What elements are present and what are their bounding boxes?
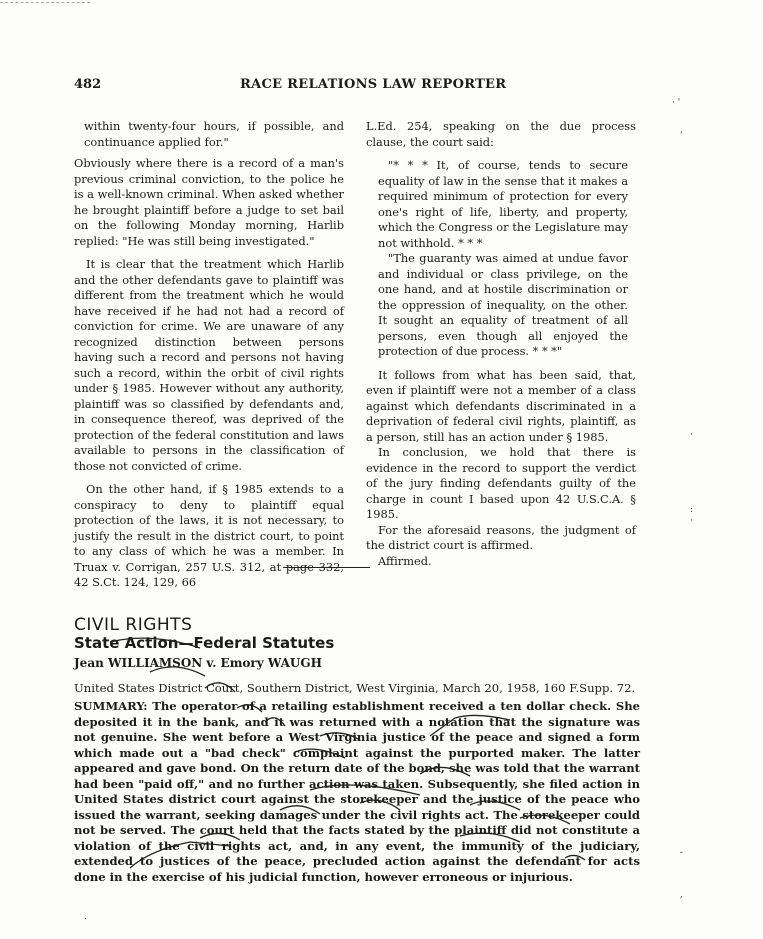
top-dashed-edge (0, 2, 90, 3)
section-subtitle: State Action—Federal Statutes (74, 634, 335, 652)
paragraph: L.Ed. 254, speaking on the due process clause, the court said: (366, 119, 636, 149)
margin-speck: : (690, 505, 694, 515)
paragraph: It follows from what has been said, that, even if plaintiff were not a member of a class against which defendants discriminated in a deprivation of federal civil rights, plaintiff, as a person, still has an action under § 1985. (366, 367, 636, 444)
case-name: Jean WILLIAMSON v. Emory WAUGH (74, 656, 322, 670)
margin-speck: - (680, 848, 684, 858)
page-number: 482 (74, 77, 102, 92)
block-quote: "* * * It, of course, tends to secure equality of law in the sense that it makes a required minimum of protection for every one's right of life, liberty, and property, which the Congress or the Legislature may not withhold. * * * (378, 158, 628, 250)
margin-speck: · (690, 430, 693, 440)
margin-speck: ' (680, 131, 683, 141)
court-citation: United States District Court, Southern District, West Virginia, March 20, 1958, 160 F.Supp. 72. (74, 681, 636, 695)
section-divider (283, 567, 370, 568)
paragraph: For the aforesaid reasons, the judgment of the district court is affirmed. (366, 522, 636, 552)
paragraph: On the other hand, if § 1985 extends to a conspiracy to deny to plaintiff equal protection of the laws, it is not necessary, to justify the result in the district court, to point to any class of which he was a member. In Truax v. Corrigan, 257 U.S. 312, at page 332, 42 S.Ct. 124, 129, 66 (74, 482, 344, 589)
left-column (74, 119, 344, 591)
margin-speck: · (690, 516, 693, 526)
running-head: RACE RELATIONS LAW REPORTER (240, 77, 507, 92)
paragraph: Affirmed. (378, 553, 432, 568)
block-quote: "The guaranty was aimed at undue favor and individual or class privilege, on the one hand, and at hostile discrimination or the oppression of inequality, on the other. It sought an equality of treatment of all persons, even though all enjoyed the protection of due process. * * *" (378, 251, 628, 358)
margin-speck: · ' (672, 98, 681, 108)
section-title: CIVIL RIGHTS (74, 615, 193, 635)
margin-speck: . (84, 912, 87, 922)
paragraph: In conclusion, we hold that there is evidence in the record to support the verdict of the jury finding defendants guilty of the charge in count I based upon 42 U.S.C.A. § 1985. (366, 445, 636, 521)
paragraph: within twenty-four hours, if possible, and continuance applied for." (84, 119, 344, 149)
paragraph: Obviously where there is a record of a man's previous criminal conviction, to the police he is a well-known criminal. When asked whether he brought plaintiff before a judge to set bail on the following Monday morning, Harlib replied: "He was still being investigated." (74, 156, 344, 248)
right-column (366, 119, 636, 569)
margin-speck: , (680, 890, 683, 900)
paragraph: It is clear that the treatment which Harlib and the other defendants gave to plaintiff was different from the treatment which he would have received if he had not had a record of conviction for crime. We are unaware of any recognized distinction between persons having such a record and persons not having such a record, within the orbit of civil rights under § 1985. However without any authority, plaintiff was so classified by defendants and, in consequence thereof, was deprived of the protection of the federal constitution and laws available to persons in the classification of those not convicted of crime. (74, 257, 344, 473)
case-summary: SUMMARY: The operator of a retailing establishment received a ten dollar check. She deposited it in the bank, and it was returned with a notation that the signature was not genuine. She went before a West Virginia justice of the peace and signed a form which made out a "bad check" complaint against the purported maker. The latter appeared and gave bond. On the return date of the bond, she was told that the warrant had been "paid off," and no further action was taken. Subsequently, she filed action in United States district court against the storekeeper and the justice of the peace who issued the warrant, seeking damages under the civil rights act. The storekeeper could not be served. The court held that the facts stated by the plaintiff did not constitute a violation of the civil rights act, and, in any event, the immunity of the judiciary, extended to justices of the peace, precluded action against the defendant for acts done in the exercise of his judicial function, however erroneous or injurious. (74, 699, 640, 884)
